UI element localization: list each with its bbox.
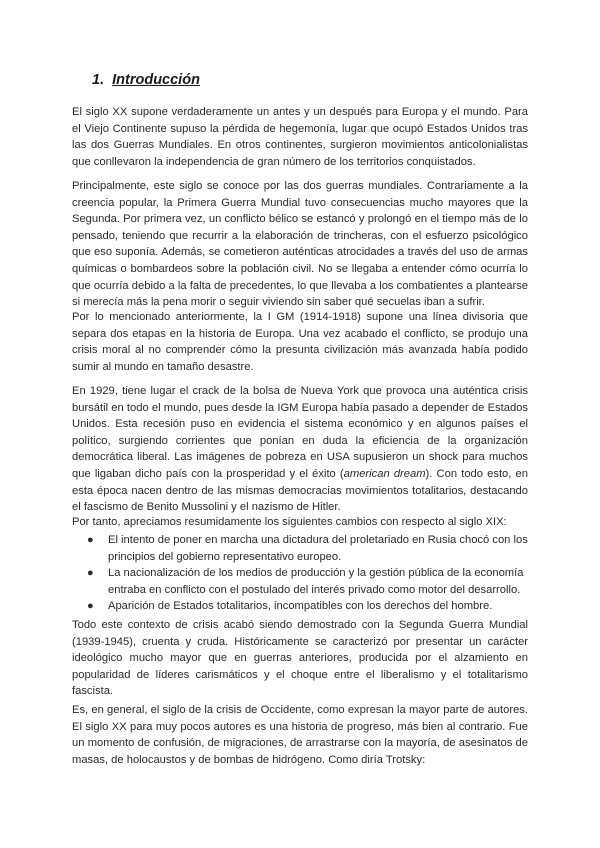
list-item bbox=[72, 598, 528, 615]
paragraph-intro: El siglo XX supone verdaderamente un antes y un después para Europa y el mundo. Para el Viejo Continente supuso la pérdida de hegemonía, lugar que ocupó Estados Unidos tras las dos Guerras Mundiales. En otros continentes, surgieron movimientos anticolonialistas que conllevaron la independencia de gran número de los territorios conquistados. bbox=[72, 106, 528, 168]
paragraph-crisis-of-west: Es, en general, el siglo de la crisis de Occidente, como expresan la mayor parte de autores. El siglo XX para muy pocos autores es una historia de progreso, más bien al contrario. Fue un momento de confusión, de migraciones, de arrastrarse con la mayoría, de asesinatos de masas, de holocaustos y de bombas de hidrógeno. Como diría Trotsky: bbox=[72, 704, 528, 766]
section-number: 1. bbox=[92, 72, 105, 88]
american-dream-italic: american dream bbox=[343, 467, 426, 480]
list-item bbox=[72, 532, 528, 565]
paragraph-crack-1929 bbox=[72, 383, 528, 516]
bullet-icon: ● bbox=[87, 600, 94, 613]
paragraph-first-world-war: Por lo mencionado anteriormente, la I GM (1914-1918) supone una línea divisoria que separa dos etapas en la historia de Europa. Una vez acabado el conflicto, se produjo una crisis moral al no comprender cómo la presunta civilización más avanzada había podido sumir al mundo en tamaño desastre. bbox=[72, 311, 528, 373]
crack-text-after: ). Con todo esto, en esta época nacen dentro de las mismas democracias movimientos totalitarios, destacando el fascismo de Benito Mussolini y el nazismo de Hitler. bbox=[72, 467, 528, 514]
list-item bbox=[72, 565, 528, 598]
paragraph-world-wars: Principalmente, este siglo se conoce por las dos guerras mundiales. Contrariamente a la creencia popular, la Primera Guerra Mundial tuvo consecuencias mucho mayores que la Segunda. Por primera vez, un conflicto bélico se estancó y prolongó en el tiempo más de lo pensado, teniendo que recurrir a la elaboración de trincheras, con el esfuerzo psicológico que eso suponía. Además, se cometieron auténticas atrocidades a través del uso de armas químicas o bombardeos sobre la población civil. No se llegaba a entender cómo ocurría lo que ocurría debido a la falta de precedentes, lo que llevaba a los combatientes a plantearse si merecía más la pena morir o seguir viviendo sin saber qué secuelas iban a sufrir. bbox=[72, 180, 528, 309]
paragraph-second-world-war: Todo este contexto de crisis acabó siendo demostrado con la Segunda Guerra Mundial (1939-1945), cruenta y cruda. Históricamente se caracterizó por presentar un carácter ideológico mucho mayor que en guerras anteriores, producida por el alzamiento en popularidad de líderes carismáticos y el choque entre el liberalismo y el totalitarismo fascista. bbox=[72, 619, 528, 698]
section-heading bbox=[92, 72, 200, 88]
list-item-text: El intento de poner en marcha una dictadura del proletariado en Rusia chocó con los principios del gobierno representativo europeo. bbox=[108, 534, 528, 563]
list-item-text: Aparición de Estados totalitarios, incompatibles con los derechos del hombre. bbox=[108, 600, 493, 613]
list-item-text: La nacionalización de los medios de producción y la gestión pública de la economía entraba en conflicto con el postulado del interés privado como motor del desarrollo. bbox=[108, 567, 524, 596]
list-intro: Por tanto, apreciamos resumidamente los siguientes cambios con respecto al siglo XIX: bbox=[72, 516, 507, 528]
bullet-icon: ● bbox=[87, 567, 94, 580]
crack-text-before: En 1929, tiene lugar el crack de la bolsa de Nueva York que provoca una auténtica crisis bursátil en todo el mundo, pues desde la IGM Europa había pasado a depender de Estados Unidos. Esta recesión puso en evidencia el sistema económico y en algunos países el político, surgiendo corrientes que ponían en duda la eficiencia de la organización democrática liberal. Las imágenes de pobreza en USA supusieron un shock para muchos que ligaban dicho país con la prosperidad y el éxito ( bbox=[72, 385, 528, 480]
changes-list bbox=[72, 532, 528, 615]
section-title: Introducción bbox=[112, 72, 200, 88]
bullet-icon: ● bbox=[87, 534, 94, 546]
